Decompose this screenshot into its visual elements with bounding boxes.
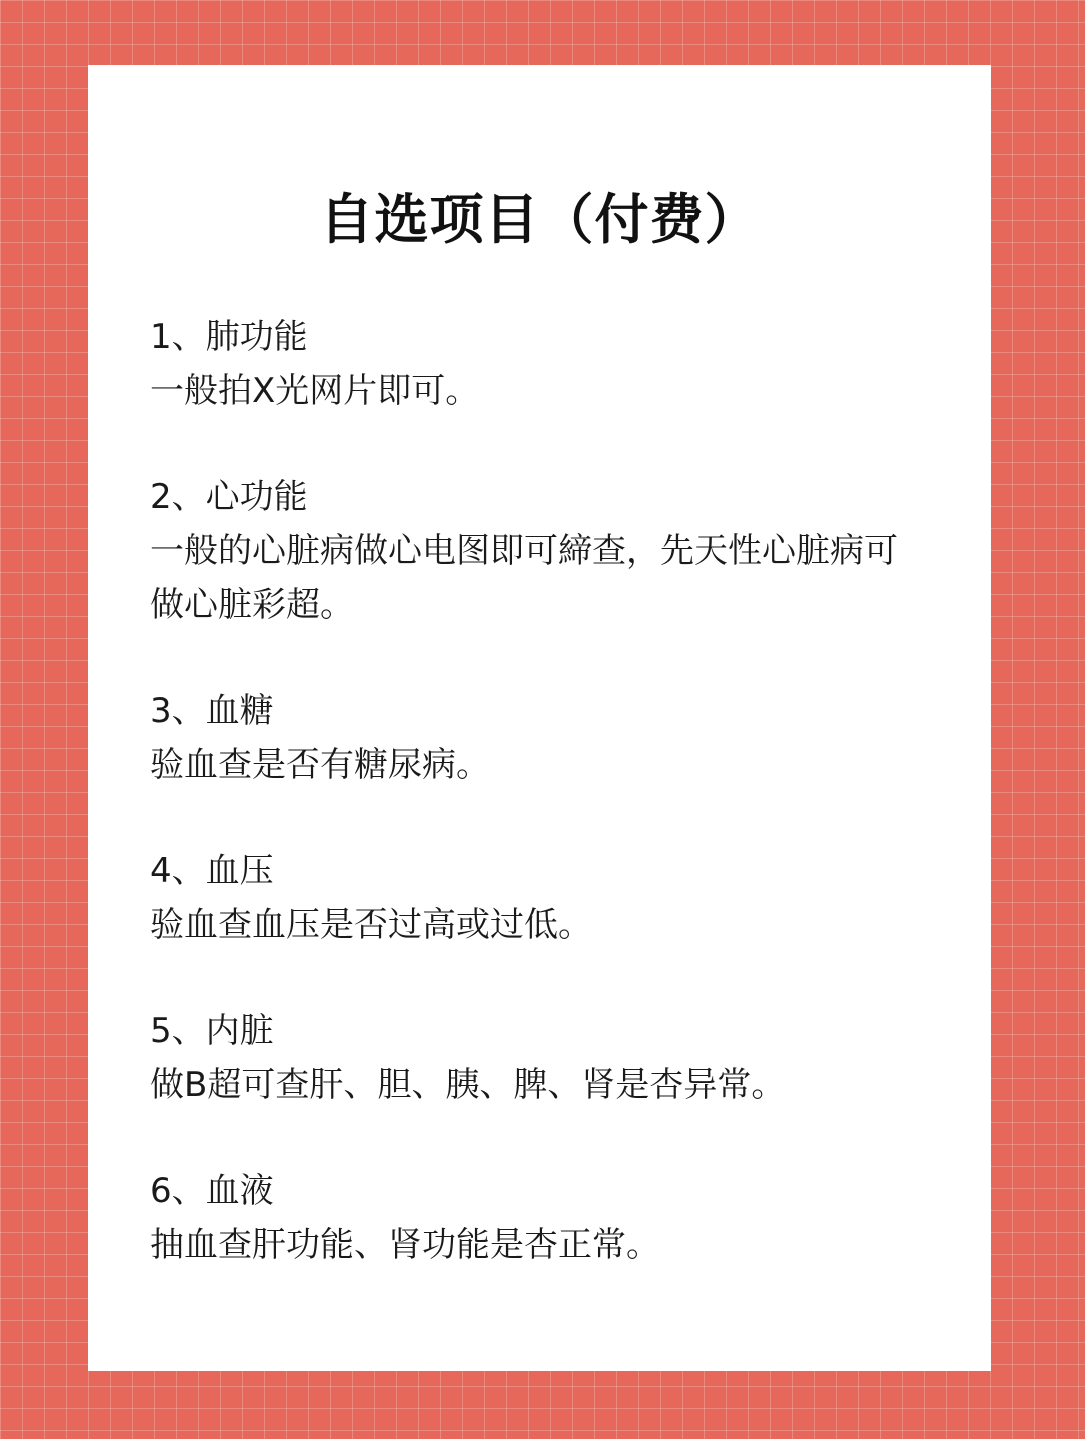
- list-item: [150, 684, 930, 792]
- item-heading: 5、内脏: [150, 1011, 274, 1051]
- item-body: 抽血查肝功能、肾功能是杏正常。: [150, 1225, 660, 1265]
- item-body: 做B超可查肝、胆、胰、脾、肾是杏异常。: [150, 1065, 786, 1105]
- item-heading: 1、肺功能: [150, 317, 308, 357]
- item-list: [150, 310, 930, 1324]
- list-item: [150, 1164, 930, 1272]
- item-heading: 4、血压: [150, 851, 274, 891]
- item-heading: 6、血液: [150, 1171, 274, 1211]
- item-body: 验血查血压是否过高或过低。: [150, 905, 592, 945]
- list-item: [150, 844, 930, 952]
- item-body: 一般拍X光网片即可。: [150, 371, 480, 411]
- item-heading: 3、血糖: [150, 691, 274, 731]
- item-body: 一般的心脏病做心电图即可締查，先天性心脏病可做心脏彩超。: [150, 531, 898, 625]
- list-item: [150, 310, 930, 418]
- item-body: 验血查是否有糖尿病。: [150, 745, 490, 785]
- page-title: 自选项目（付费）: [319, 188, 760, 251]
- content-card: [88, 65, 991, 1371]
- list-item: [150, 1004, 930, 1112]
- item-heading: 2、心功能: [150, 477, 308, 517]
- list-item: [150, 470, 930, 632]
